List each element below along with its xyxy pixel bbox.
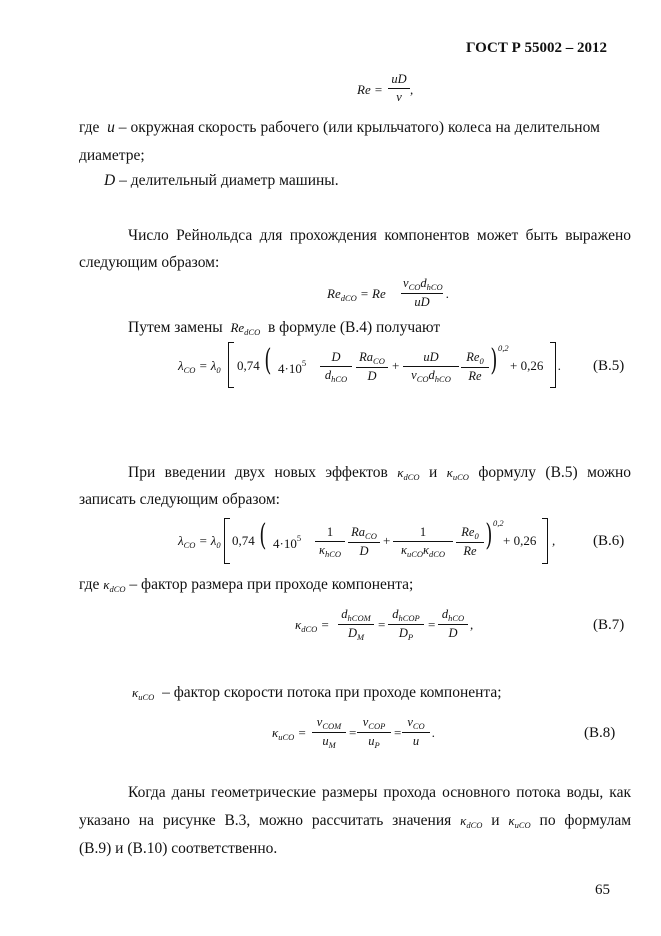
fraction-raco-d: $Ra_{CO}$ D (348, 525, 380, 559)
right-bracket (550, 342, 556, 388)
fraction-d-dhco: D $d_{hCO}$ (320, 350, 352, 384)
document-header (466, 40, 607, 57)
fraction-ud-vco-dhco: uD $v_{CO}d_{hCO}$ (403, 350, 459, 384)
paragraph-geometry-line2: указано на рисунке В.3, можно рассчитать значения $\kappa_{dCO}$ и $\kappa_{uCO}$ по формулам (79, 812, 632, 830)
equation-number-b8: (В.8) (584, 725, 616, 741)
right-paren: ) (490, 343, 498, 378)
fraction-dhco-d: $d_{hCO}$ D (438, 607, 468, 641)
paragraph-new-effects-line2: записать следующим образом: (79, 491, 280, 508)
fraction-ud-nu: uD ν (388, 72, 410, 105)
left-bracket (228, 342, 234, 388)
paragraph-substitution: Путем замены $Re_{dCO}$ в формуле (В.4) получают (128, 319, 441, 337)
paragraph-geometry: Когда даны геометрические размеры прохода основного потока воды, как (128, 784, 631, 801)
left-bracket (224, 518, 230, 564)
page-number: 65 (595, 882, 610, 898)
fraction-dhcop-dp: $d_{hCOP}$ $D_P$ (388, 607, 424, 642)
right-paren: ) (485, 518, 493, 553)
fraction-raco-d: $Ra_{CO}$ D (356, 350, 388, 384)
left-paren: ( (259, 518, 267, 553)
fraction-vcom-um: $v_{COM}$ $u_M$ (312, 715, 346, 750)
fraction-1-khco: 1 $\kappa_{hCO}$ (315, 525, 345, 559)
fraction-re0-re: $Re_0$ Re (461, 350, 489, 384)
equation-number-b6: (В.6) (593, 533, 625, 549)
equation-number-b5: (В.5) (593, 358, 625, 374)
fraction-re0-re: $Re_0$ Re (456, 525, 484, 559)
paragraph-velocity-factor: $\kappa_{uCO}$ – фактор скорости потока при проходе компонента; (132, 684, 502, 702)
fraction-1-kuco-kdco: 1 $\kappa_{uCO}\kappa_{dCO}$ (393, 525, 453, 559)
right-bracket (542, 518, 548, 564)
fraction-vco-dhco: $v_{CO}d_{hCO}$ uD (403, 276, 443, 309)
paragraph-u-line2: диаметре; (79, 147, 145, 164)
paragraph-u-definition: где u – окружная скорость рабочего (или крыльчатого) колеса на делительном (79, 119, 601, 136)
gost-label: ГОСТ Р 55002 – 2012 (466, 40, 608, 56)
fraction-vco-u: $v_{CO}$ u (402, 715, 430, 749)
paragraph-new-effects: При введении двух новых эффектов $\kappa_{dCO}$ и $\kappa_{uCO}$ формулу (В.5) можно (128, 464, 632, 482)
paragraph-d-definition: D – делительный диаметр машины. (104, 172, 339, 189)
paragraph-reynolds: Число Рейнольдса для прохождения компонентов может быть выражено (128, 227, 631, 244)
equation-number-b7: (В.7) (593, 617, 625, 633)
fraction-dhcom-dm: $d_{hCOM}$ $D_M$ (338, 607, 374, 642)
fraction-vcop-up: $v_{COP}$ $u_P$ (357, 715, 391, 750)
left-paren: ( (264, 343, 272, 378)
paragraph-reynolds-line2: следующим образом: (79, 254, 220, 271)
paragraph-size-factor: где $\kappa_{dCO}$ – фактор размера при проходе компонента; (79, 576, 414, 594)
paragraph-geometry-line3: (В.9) и (В.10) соответственно. (79, 840, 278, 857)
